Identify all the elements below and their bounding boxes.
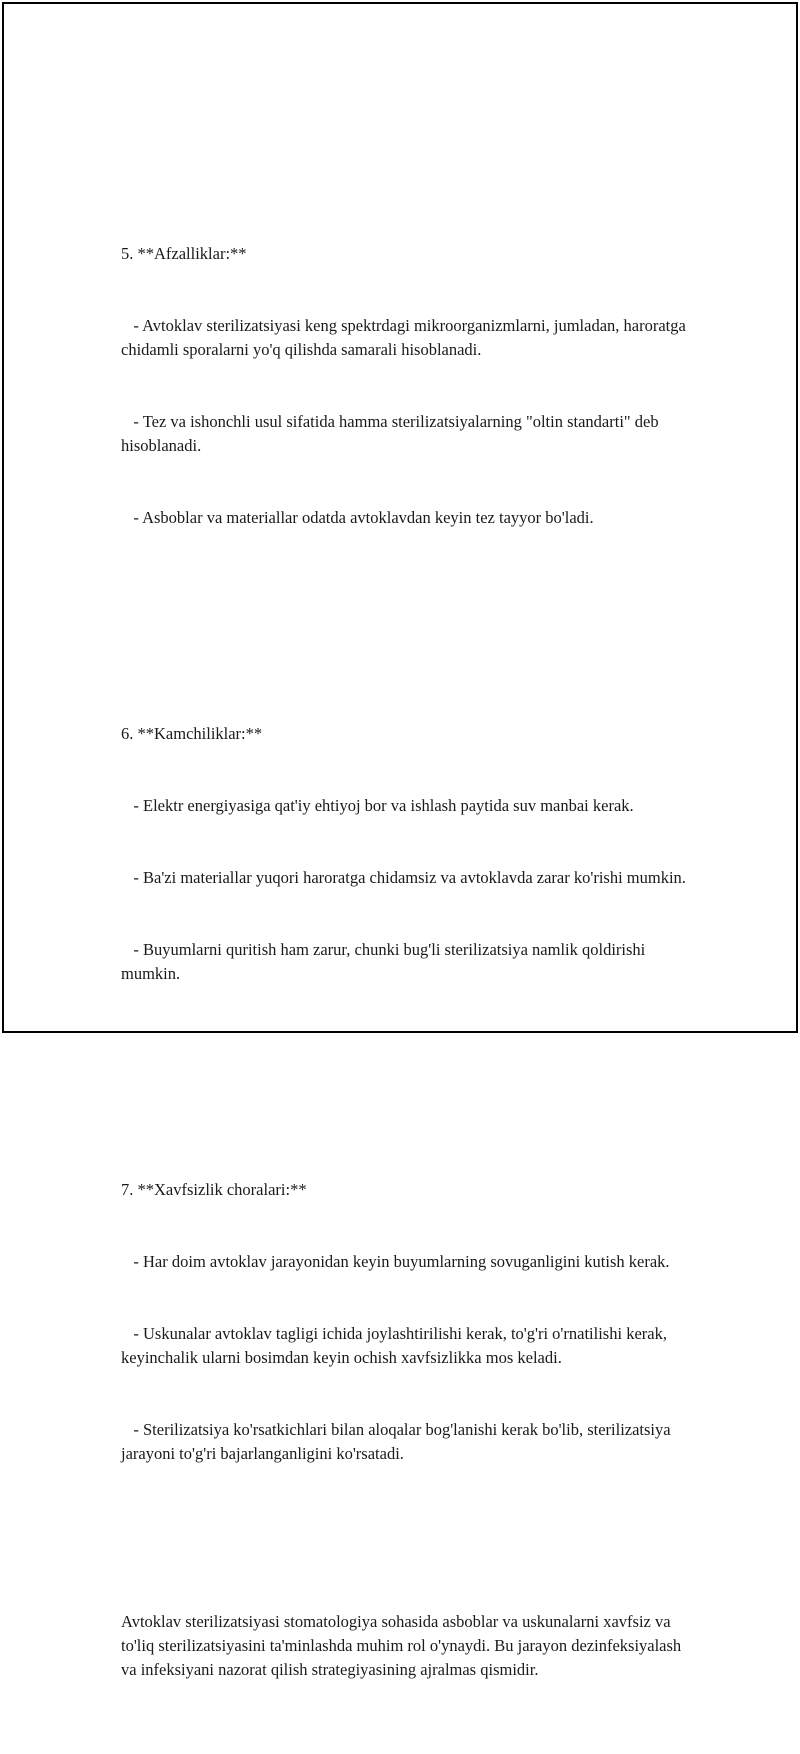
section-safety-measures xyxy=(121,1130,696,1514)
section-disadvantages xyxy=(121,674,696,1034)
list-item: - Buyumlarni quritish ham zarur, chunki bug'li sterilizatsiya namlik qoldirishi mumkin. xyxy=(121,940,650,983)
document-page xyxy=(2,2,798,1679)
section-heading: 5. **Afzalliklar:** xyxy=(121,244,247,263)
list-item: - Sterilizatsiya ko'rsatkichlari bilan aloqalar bog'lanishi kerak bo'lib, sterilizatsiya jarayoni to'g'ri bajarlanganligini ko'rsatadi. xyxy=(121,1420,675,1463)
list-item: - Avtoklav sterilizatsiyasi keng spektrdagi mikroorganizmlarni, jumladan, haroratga chidamli sporalarni yo'q qilishda samarali hisoblanadi. xyxy=(121,316,690,359)
section-heading: 6. **Kamchiliklar:** xyxy=(121,724,263,743)
section-heading: 7. **Xavfsizlik choralari:** xyxy=(121,1180,307,1199)
document-body xyxy=(121,122,696,1754)
list-item: - Har doim avtoklav jarayonidan keyin buyumlarning sovuganligini kutish kerak. xyxy=(121,1252,670,1271)
section-advantages xyxy=(121,194,696,578)
conclusion-paragraph: Avtoklav sterilizatsiyasi stomatologiya sohasida asboblar va uskunalarni xavfsiz va to'liq sterilizatsiyasini ta'minlashda muhim rol o'ynaydi. Bu jarayon dezinfeksiyalash va infeksiyani nazorat qilish strategiyasining ajralmas qismidir. xyxy=(121,1612,686,1679)
list-item: - Elektr energiyasiga qat'iy ehtiyoj bor va ishlash paytida suv manbai kerak. xyxy=(121,796,634,815)
list-item: - Ba'zi materiallar yuqori haroratga chidamsiz va avtoklavda zarar ko'rishi mumkin. xyxy=(121,868,686,887)
list-item: - Tez va ishonchli usul sifatida hamma sterilizatsiyalarning "oltin standarti" deb hisoblanadi. xyxy=(121,412,663,455)
list-item: - Asboblar va materiallar odatda avtoklavdan keyin tez tayyor bo'ladi. xyxy=(121,508,594,527)
list-item: - Uskunalar avtoklav tagligi ichida joylashtirilishi kerak, to'g'ri o'rnatilishi kerak, keyinchalik ularni bosimdan keyin ochish xavfsizlikka mos keladi. xyxy=(121,1324,672,1367)
